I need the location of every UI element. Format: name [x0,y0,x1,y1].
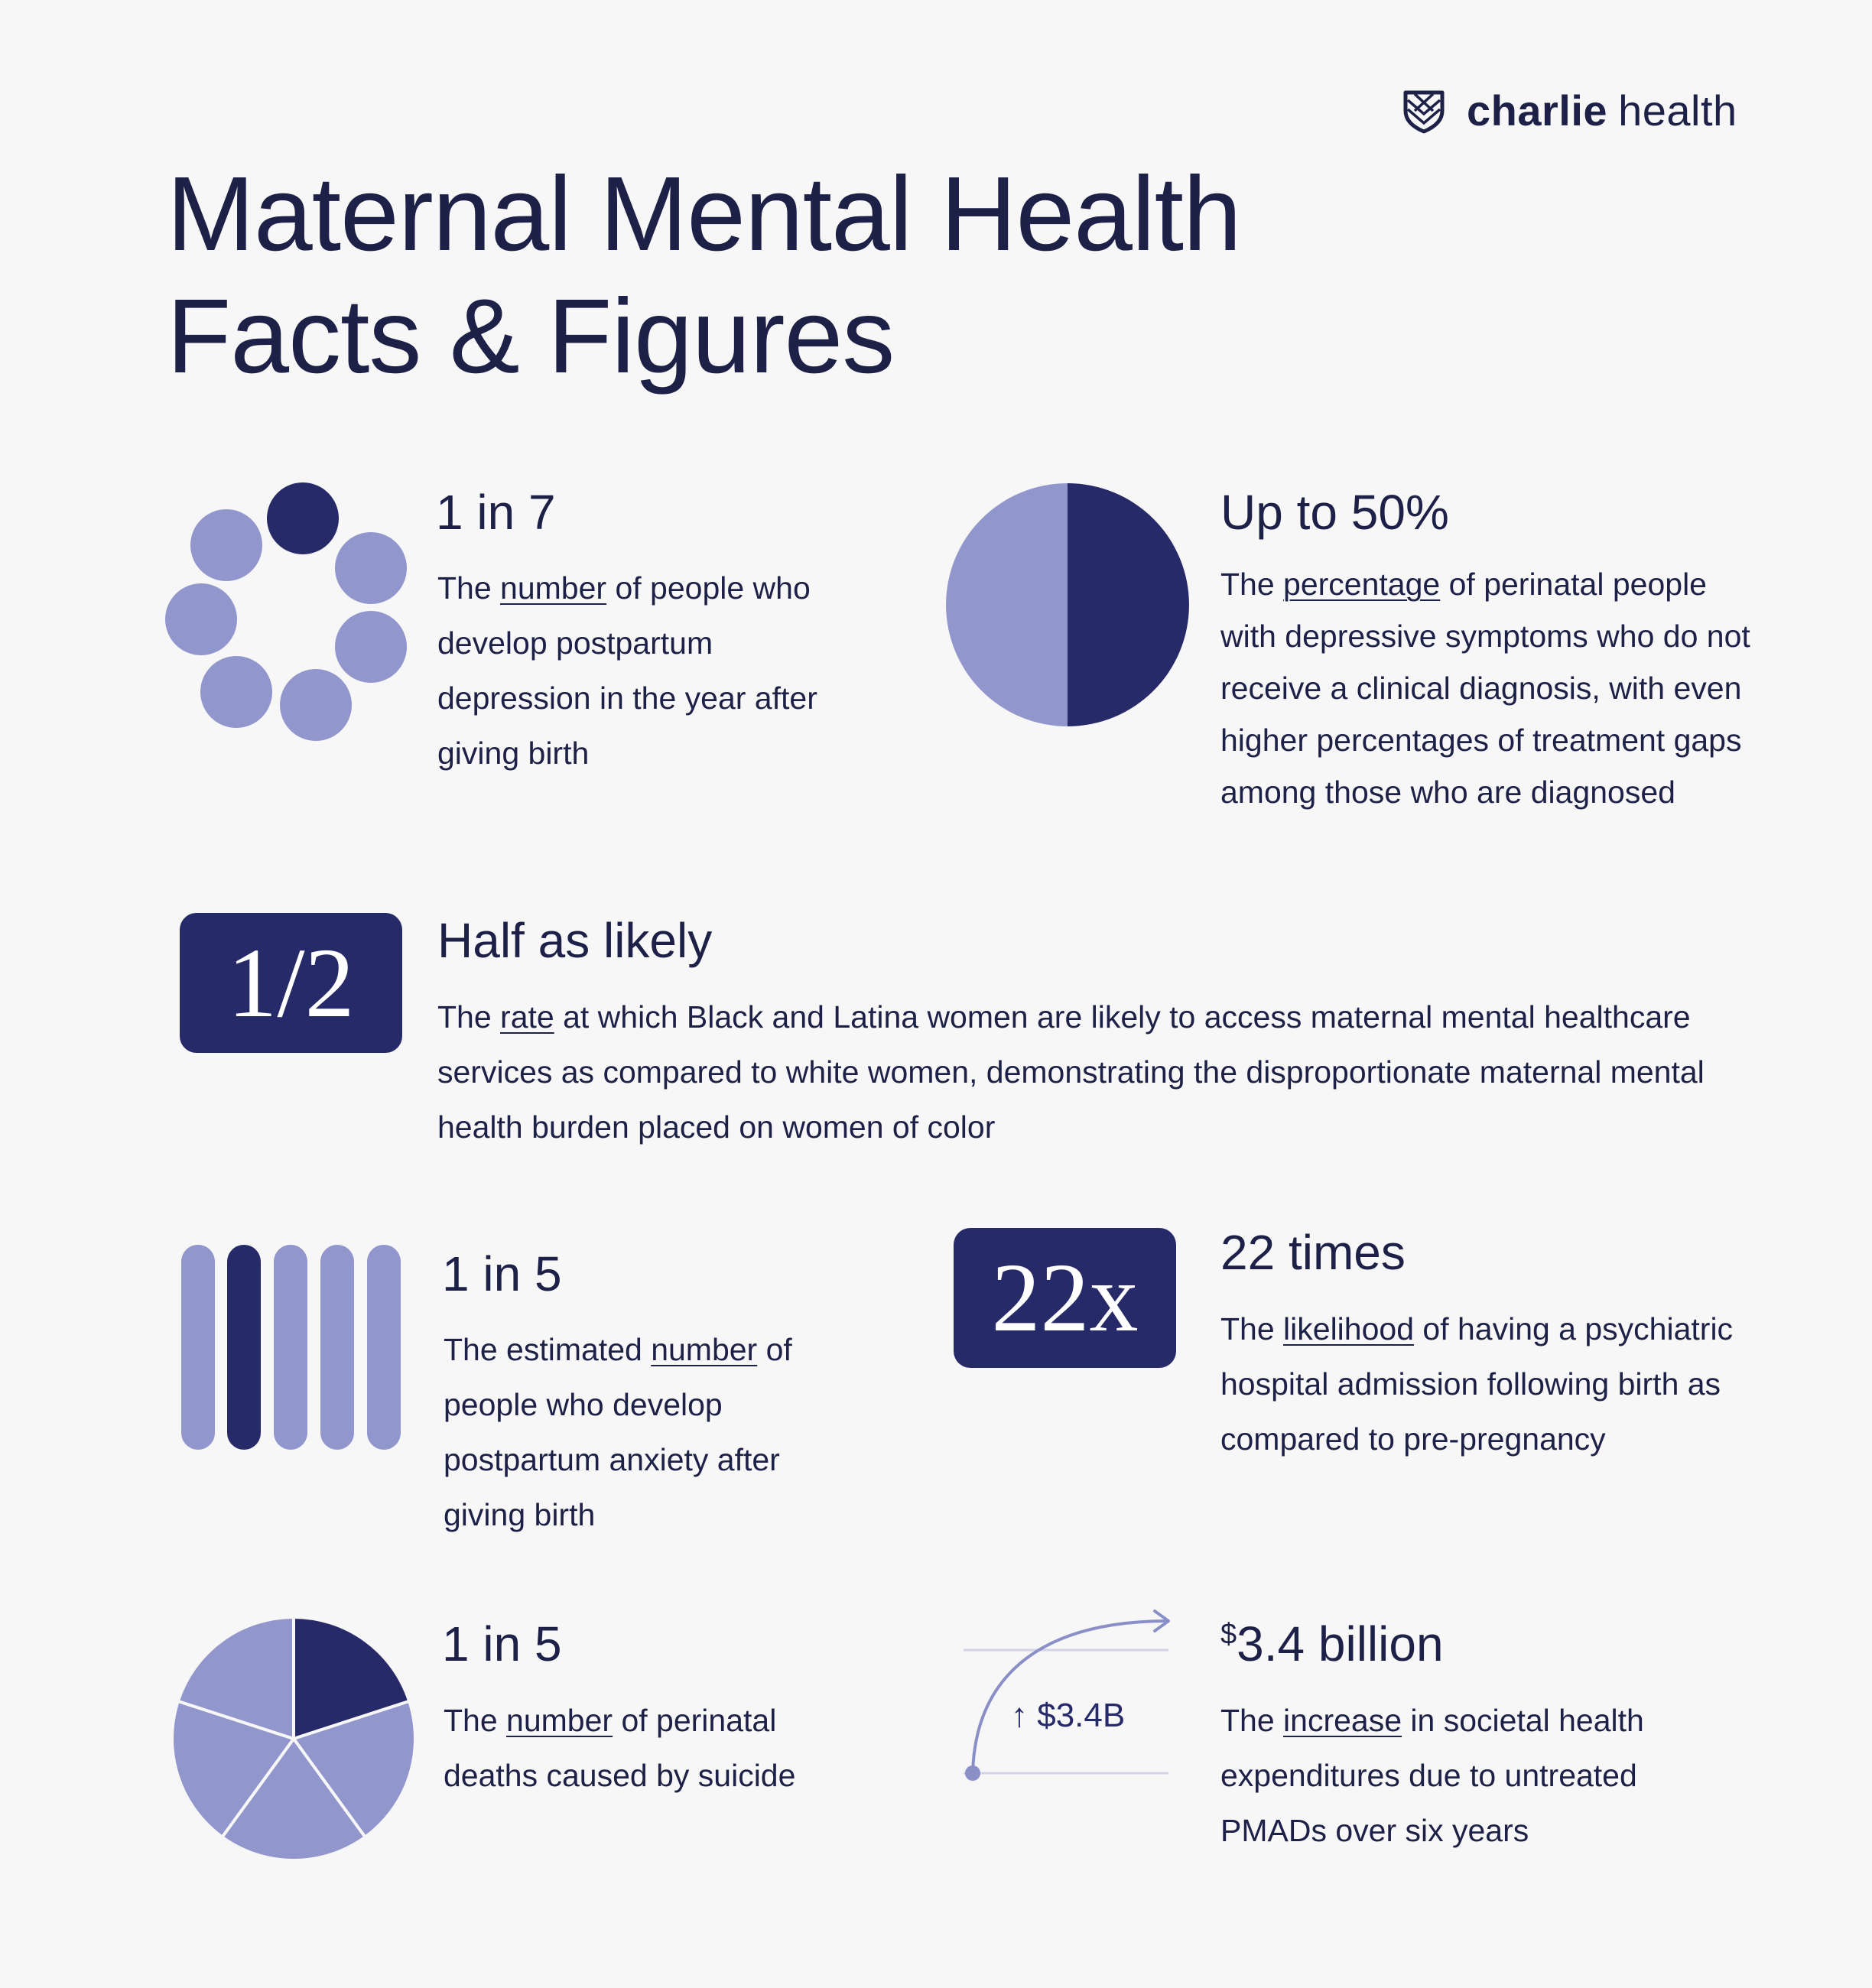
shield-icon [1401,88,1447,134]
desc-text: in societal health expenditures due to untreated PMADs over six years [1220,1703,1644,1848]
badge-half: 1/2 [180,913,402,1053]
desc-text: of people who develop postpartum anxiety after giving birth [444,1332,792,1532]
stat-desc-1-in-5-anxiety [444,1322,841,1542]
page-title [167,153,1620,398]
source-link[interactable]: rate [500,999,554,1035]
source-link[interactable]: number [506,1703,613,1738]
stat-heading-value: 3.4 billion [1237,1616,1444,1671]
source-link[interactable]: percentage [1283,567,1441,602]
dot [190,509,262,581]
bar-highlighted [227,1245,261,1450]
stat-heading-1-in-7: 1 in 7 [436,485,556,540]
half-dark [1068,483,1189,726]
stat-desc-22-times [1220,1301,1771,1467]
stat-desc-half-as-likely [437,989,1737,1155]
stat-heading-half-as-likely: Half as likely [437,913,713,968]
pie-graphic [170,1615,418,1863]
bar [274,1245,307,1450]
stat-desc-3-4-billion [1220,1693,1710,1858]
brand-name-bold: charlie [1467,86,1608,135]
desc-text: The estimated [444,1332,652,1367]
desc-text: of perinatal people with depressive symptoms who do not receive a clinical diagnosis, with even higher percentages of treatment gaps among those who are diagnosed [1220,567,1750,810]
stat-heading-up-to-50: Up to 50% [1220,485,1449,540]
graph-label: ↑ $3.4B [1011,1697,1126,1734]
stat-heading-1-in-5-anxiety: 1 in 5 [442,1246,562,1301]
half-light [946,483,1068,726]
desc-text: The [1220,567,1284,602]
dot [165,583,237,655]
bar [181,1245,215,1450]
page-title-line-1: Maternal Mental Health [167,155,1241,273]
source-link[interactable]: number [651,1332,758,1367]
source-link[interactable]: likelihood [1283,1311,1414,1346]
badge-22x: 22x [954,1228,1176,1368]
dot-ring-graphic [161,478,413,742]
desc-text: The [437,570,501,606]
page-title-line-2: Facts & Figures [167,278,895,395]
dot-highlighted [267,482,339,554]
desc-text: The [1220,1703,1284,1738]
source-link[interactable]: number [500,570,607,606]
brand-name-light: health [1618,86,1737,135]
desc-text: at which Black and Latina women are likely to access maternal mental healthcare services as compared to white women, demonstrating the disproportionate maternal mental health burden placed on women of color [437,999,1705,1145]
desc-text: The [437,999,501,1035]
dot [280,669,352,741]
stat-desc-1-in-5-suicide [444,1693,841,1803]
bar [367,1245,401,1450]
dollar-superscript: $ [1220,1618,1237,1651]
dot [200,656,272,728]
desc-text: of people who develop postpartum depression in the year after giving birth [437,570,817,771]
stat-desc-1-in-7 [437,560,850,781]
brand-logo [1401,86,1737,136]
stat-desc-up-to-50 [1220,558,1756,818]
desc-text: The [444,1703,507,1738]
half-circle-graphic [944,482,1191,728]
dot [335,532,407,604]
desc-text: of having a psychiatric hospital admission following birth as compared to pre-pregnancy [1220,1311,1734,1457]
bars-graphic [180,1245,403,1450]
bar [320,1245,354,1450]
source-link[interactable]: increase [1283,1703,1402,1738]
stat-heading-1-in-5-suicide: 1 in 5 [442,1616,562,1671]
stat-heading-3-4-billion [1220,1615,1444,1673]
stat-heading-22-times: 22 times [1220,1225,1406,1280]
dot [335,611,407,683]
curve-start-dot [965,1765,980,1781]
desc-text: of perinatal deaths caused by suicide [444,1703,796,1793]
desc-text: The [1220,1311,1284,1346]
